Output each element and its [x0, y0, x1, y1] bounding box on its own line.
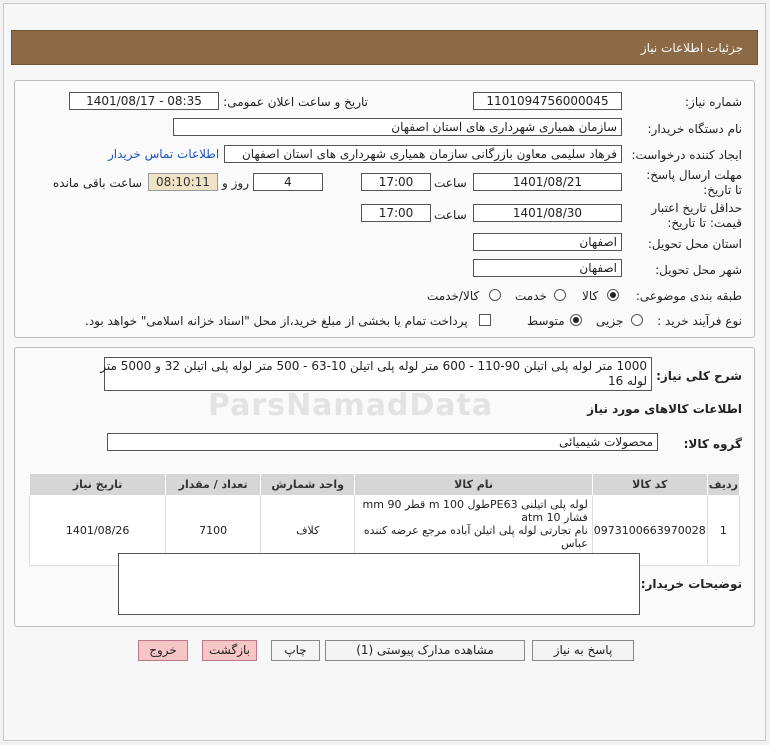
- reply-time-label: ساعت: [434, 176, 467, 190]
- goods-group-field: محصولات شیمیائی: [107, 433, 658, 451]
- col-name: نام کالا: [355, 474, 592, 496]
- delivery-city-field: اصفهان: [473, 259, 622, 277]
- cell-unit: کلاف: [261, 496, 355, 566]
- col-code: کد کالا: [592, 474, 707, 496]
- creator-label: ایجاد کننده درخواست:: [631, 148, 742, 162]
- cell-code: 0973100663970028: [592, 496, 707, 566]
- price-validity-label-text: حداقل تاریخ اعتبار قیمت: تا تاریخ:: [651, 201, 742, 230]
- category-service-radio[interactable]: [554, 289, 566, 301]
- announce-datetime-field: 1401/08/17 - 08:35: [69, 92, 219, 110]
- print-button[interactable]: چاپ: [271, 640, 320, 661]
- process-medium-label: متوسط: [527, 314, 565, 328]
- buyer-notes-field: [118, 553, 640, 615]
- remaining-label: ساعت باقی مانده: [53, 176, 143, 190]
- validity-time-field: 17:00: [361, 204, 431, 222]
- reply-deadline-label-text: مهلت ارسال پاسخ: تا تاریخ:: [646, 168, 742, 197]
- goods-info-title: اطلاعات کالاهای مورد نیاز: [587, 402, 742, 416]
- validity-date-field: 1401/08/30: [473, 204, 622, 222]
- back-button[interactable]: بازگشت: [202, 640, 257, 661]
- creator-field: فرهاد سلیمی معاون بازرگانی سازمان همیاری شهرداری های استان اصفهان: [224, 145, 622, 163]
- col-date: تاریخ نیاز: [30, 474, 166, 496]
- attachments-button[interactable]: مشاهده مدارک پیوستی (1): [325, 640, 525, 661]
- category-goods-radio[interactable]: [607, 289, 619, 301]
- cell-name-line-2: نام تجارتی لوله پلی اتیلن آباده مرجع عرضه کننده عباس: [363, 524, 588, 550]
- category-label: طبقه بندی موضوعی:: [635, 289, 742, 303]
- delivery-province-label: استان محل تحویل:: [647, 237, 742, 251]
- category-goods-service-label: کالا/خدمت: [427, 289, 480, 303]
- announce-label: تاریخ و ساعت اعلان عمومی:: [223, 95, 368, 109]
- category-goods-label: کالا: [582, 289, 599, 303]
- cell-date: 1401/08/26: [30, 496, 166, 566]
- category-service-label: خدمت: [515, 289, 547, 303]
- cell-qty: 7100: [166, 496, 261, 566]
- reply-time-field: 17:00: [361, 173, 431, 191]
- process-minor-label: جزیی: [596, 314, 624, 328]
- col-row: ردیف: [707, 474, 739, 496]
- need-number-label: شماره نیاز:: [685, 95, 742, 109]
- category-goods-service-radio[interactable]: [489, 289, 501, 301]
- treasury-payment-checkbox[interactable]: [479, 314, 491, 326]
- cell-row: 1: [707, 496, 739, 566]
- summary-field: [100, 357, 652, 391]
- page-title: جزئیات اطلاعات نیاز: [640, 41, 743, 55]
- validity-time-label: ساعت: [434, 208, 467, 222]
- reply-date-field: 1401/08/21: [473, 173, 622, 191]
- delivery-city-label: شهر محل تحویل:: [655, 263, 742, 277]
- days-field: 4: [253, 173, 323, 191]
- days-label: روز و: [222, 176, 249, 190]
- buyer-contact-link[interactable]: اطلاعات تماس خریدار: [108, 147, 220, 161]
- summary-label: شرح کلی نیاز:: [656, 369, 742, 383]
- goods-group-label: گروه کالا:: [683, 437, 742, 451]
- need-number-field: 1101094756000045: [473, 92, 622, 110]
- treasury-payment-note: پرداخت تمام یا بخشی از مبلغ خرید،از محل "اسناد خزانه اسلامی" خواهد بود.: [85, 314, 468, 328]
- process-medium-radio[interactable]: [570, 314, 582, 326]
- exit-button[interactable]: خروج: [138, 640, 188, 661]
- reply-button[interactable]: پاسخ به نیاز: [532, 640, 634, 661]
- summary-line-2: لوله 16: [607, 374, 647, 388]
- col-qty: تعداد / مقدار: [166, 474, 261, 496]
- cell-name-line-1: لوله پلی اتیلنی PE63طول m 100 قطر mm 90 فشار atm 10: [362, 498, 588, 524]
- price-validity-label: [642, 201, 742, 231]
- col-unit: واحد شمارش: [261, 474, 355, 496]
- buyer-org-label: نام دستگاه خریدار:: [647, 122, 742, 136]
- page-header: [11, 30, 758, 65]
- remaining-time-field: 08:10:11: [148, 173, 218, 191]
- process-label: نوع فرآیند خرید :: [657, 314, 742, 328]
- buyer-notes-label: توضیحات خریدار:: [640, 577, 742, 591]
- reply-deadline-label: [642, 168, 742, 198]
- summary-line-1: 1000 متر لوله پلی اتیلن 90-110 - 600 متر لوله پلی اتیلن 10-63 - 500 متر لوله پلی اتیلن 32 و 5000 متر: [100, 359, 647, 373]
- process-minor-radio[interactable]: [631, 314, 643, 326]
- goods-table-header: [30, 474, 740, 496]
- delivery-province-field: اصفهان: [473, 233, 622, 251]
- buyer-org-field: سازمان همیاری شهرداری های استان اصفهان: [173, 118, 622, 136]
